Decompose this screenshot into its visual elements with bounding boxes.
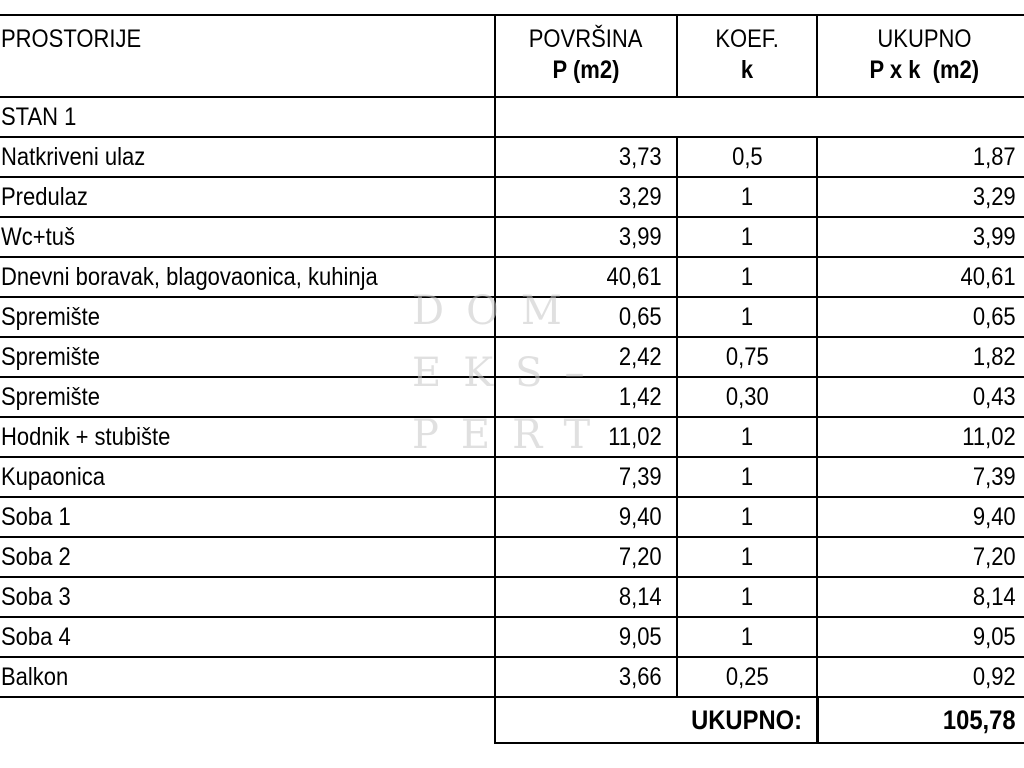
room-area-table — [0, 14, 1024, 744]
room-name-cell: Dnevni boravak, blagovaonica, kuhinja — [0, 257, 495, 297]
room-name-cell: Predulaz — [0, 177, 495, 217]
area-cell: 11,02 — [495, 417, 677, 457]
coefficient-cell: 1 — [677, 177, 817, 217]
section-label: STAN 1 — [0, 97, 495, 137]
room-name-cell: Soba 2 — [0, 537, 495, 577]
area-cell: 3,66 — [495, 657, 677, 697]
table-row — [0, 377, 1024, 417]
area-cell: 0,65 — [495, 297, 677, 337]
area-cell: 7,20 — [495, 537, 677, 577]
section-row — [0, 97, 1024, 137]
watermark-line-1: DOM — [412, 288, 584, 334]
section-empty-cell — [495, 97, 1024, 137]
coefficient-cell: 0,30 — [677, 377, 817, 417]
area-cell: 3,29 — [495, 177, 677, 217]
room-name-cell: Soba 4 — [0, 617, 495, 657]
coefficient-cell: 1 — [677, 617, 817, 657]
total-cell: 7,20 — [817, 537, 1024, 577]
table-row — [0, 457, 1024, 497]
area-cell: 9,40 — [495, 497, 677, 537]
total-row — [0, 697, 1024, 743]
total-cell: 0,43 — [817, 377, 1024, 417]
coefficient-cell: 1 — [677, 457, 817, 497]
table-row — [0, 417, 1024, 457]
area-cell: 40,61 — [495, 257, 677, 297]
table-row — [0, 217, 1024, 257]
coefficient-cell: 1 — [677, 537, 817, 577]
table-row — [0, 297, 1024, 337]
room-name-cell: Wc+tuš — [0, 217, 495, 257]
room-name-cell: Soba 1 — [0, 497, 495, 537]
total-cell: 0,65 — [817, 297, 1024, 337]
table-row — [0, 257, 1024, 297]
room-name-cell: Spremište — [0, 377, 495, 417]
coefficient-cell: 1 — [677, 417, 817, 457]
table-row — [0, 177, 1024, 217]
header-rooms: PROSTORIJE — [0, 15, 495, 97]
table-row — [0, 497, 1024, 537]
coefficient-cell: 1 — [677, 297, 817, 337]
total-cell: 1,82 — [817, 337, 1024, 377]
total-label: UKUPNO: — [495, 697, 817, 743]
area-cell: 3,73 — [495, 137, 677, 177]
table-row — [0, 577, 1024, 617]
room-name-cell: Spremište — [0, 337, 495, 377]
area-cell: 2,42 — [495, 337, 677, 377]
area-cell: 3,99 — [495, 217, 677, 257]
total-cell: 7,39 — [817, 457, 1024, 497]
watermark-line-3: PERT — [412, 412, 613, 458]
total-cell: 3,29 — [817, 177, 1024, 217]
area-cell: 9,05 — [495, 617, 677, 657]
room-name-cell: Natkriveni ulaz — [0, 137, 495, 177]
total-cell: 3,99 — [817, 217, 1024, 257]
coefficient-cell: 1 — [677, 217, 817, 257]
header-area: POVRŠINA P (m2) — [495, 15, 677, 97]
total-value: 105,78 — [817, 697, 1024, 743]
coefficient-cell: 0,25 — [677, 657, 817, 697]
total-cell: 8,14 — [817, 577, 1024, 617]
table-row — [0, 617, 1024, 657]
total-cell: 11,02 — [817, 417, 1024, 457]
area-cell: 1,42 — [495, 377, 677, 417]
header-row — [0, 15, 1024, 97]
area-cell: 7,39 — [495, 457, 677, 497]
table-row — [0, 137, 1024, 177]
coefficient-cell: 0,75 — [677, 337, 817, 377]
total-cell: 40,61 — [817, 257, 1024, 297]
table-row — [0, 657, 1024, 697]
coefficient-cell: 0,5 — [677, 137, 817, 177]
total-blank-cell — [0, 697, 495, 743]
total-cell: 9,05 — [817, 617, 1024, 657]
coefficient-cell: 1 — [677, 497, 817, 537]
header-total: UKUPNO P x k (m2) — [817, 15, 1024, 97]
total-cell: 9,40 — [817, 497, 1024, 537]
watermark-line-2: EKS– — [412, 350, 607, 396]
coefficient-cell: 1 — [677, 257, 817, 297]
area-cell: 8,14 — [495, 577, 677, 617]
total-cell: 0,92 — [817, 657, 1024, 697]
room-name-cell: Balkon — [0, 657, 495, 697]
room-name-cell: Soba 3 — [0, 577, 495, 617]
total-cell: 1,87 — [817, 137, 1024, 177]
room-name-cell: Hodnik + stubište — [0, 417, 495, 457]
table-row — [0, 537, 1024, 577]
room-name-cell: Spremište — [0, 297, 495, 337]
header-coefficient: KOEF. k — [677, 15, 817, 97]
table-row — [0, 337, 1024, 377]
coefficient-cell: 1 — [677, 577, 817, 617]
room-name-cell: Kupaonica — [0, 457, 495, 497]
